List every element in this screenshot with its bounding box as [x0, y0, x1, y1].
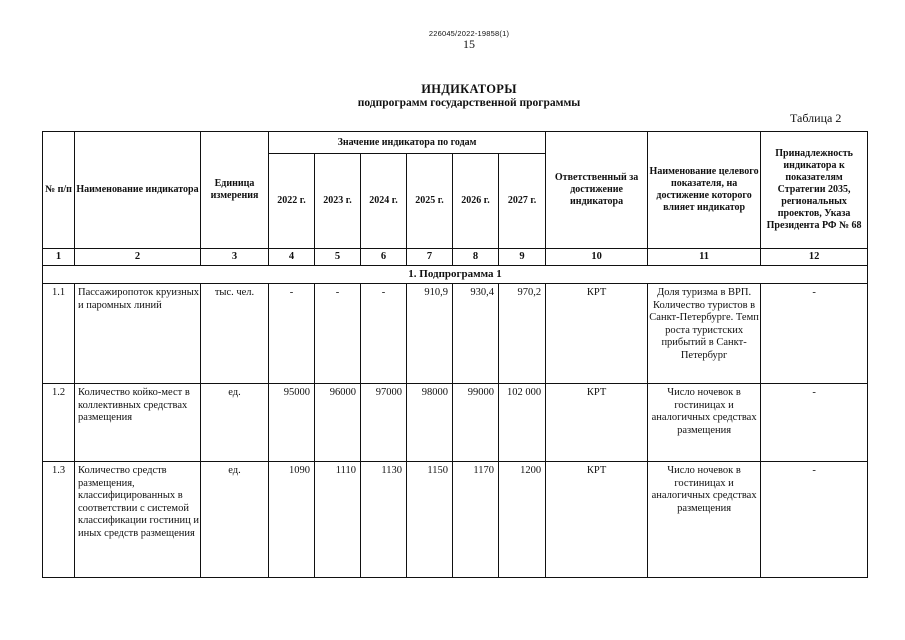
header-unit: Единица измерения	[201, 132, 269, 249]
row-num: 1.3	[43, 462, 75, 578]
row-unit: ед.	[201, 462, 269, 578]
page-number: 15	[463, 37, 475, 51]
row-value: 1110	[315, 462, 361, 578]
row-value: 99000	[453, 384, 499, 462]
header-year: 2025 г.	[407, 154, 453, 249]
header-year: 2026 г.	[453, 154, 499, 249]
header-responsible: Ответственный за достижение индикатора	[546, 132, 648, 249]
row-value: -	[269, 284, 315, 384]
table-row	[43, 462, 868, 578]
row-value: 1130	[361, 462, 407, 578]
row-name: Количество средств размещения, классифицированных в соответствии с системой классификации гостиниц и иных средств размещения	[75, 462, 201, 578]
row-affiliation: -	[761, 462, 868, 578]
row-value: 96000	[315, 384, 361, 462]
column-number: 4	[269, 249, 315, 266]
row-name: Пассажиропоток круизных и паромных линий	[75, 284, 201, 384]
column-number: 7	[407, 249, 453, 266]
page-subtitle: подпрограмм государственной программы	[357, 97, 581, 109]
header-year: 2022 г.	[269, 154, 315, 249]
column-number: 9	[499, 249, 546, 266]
row-unit: ед.	[201, 384, 269, 462]
row-affiliation: -	[761, 284, 868, 384]
document-id: 226045/2022-19858(1)	[428, 29, 510, 38]
row-target: Число ночевок в гостиницах и аналогичных средствах размещения	[648, 462, 761, 578]
row-value: 930,4	[453, 284, 499, 384]
header-year: 2024 г.	[361, 154, 407, 249]
header-num: № п/п	[43, 132, 75, 249]
table-row	[43, 284, 868, 384]
row-responsible: КРТ	[546, 284, 648, 384]
column-number: 1	[43, 249, 75, 266]
row-name: Количество койко-мест в коллективных средствах размещения	[75, 384, 201, 462]
header-values-group: Значение индикатора по годам	[269, 132, 546, 154]
header-name: Наименование индикатора	[75, 132, 201, 249]
row-target: Доля туризма в ВРП. Количество туристов в Санкт-Петербурге. Темп роста туристских прибытий в Санкт-Петербург	[648, 284, 761, 384]
column-number: 2	[75, 249, 201, 266]
table-label: Таблица 2	[790, 111, 842, 125]
row-value: 1090	[269, 462, 315, 578]
row-target: Число ночевок в гостиницах и аналогичных средствах размещения	[648, 384, 761, 462]
header-year: 2023 г.	[315, 154, 361, 249]
row-affiliation: -	[761, 384, 868, 462]
row-value: -	[315, 284, 361, 384]
row-value: 1150	[407, 462, 453, 578]
header-year: 2027 г.	[499, 154, 546, 249]
table-row	[43, 384, 868, 462]
row-value: 102 000	[499, 384, 546, 462]
indicators-table	[42, 131, 868, 578]
row-value: 1170	[453, 462, 499, 578]
row-value: 97000	[361, 384, 407, 462]
header-target: Наименование целевого показателя, на достижение которого влияет индикатор	[648, 132, 761, 249]
column-number: 10	[546, 249, 648, 266]
row-value: 98000	[407, 384, 453, 462]
row-value: 970,2	[499, 284, 546, 384]
header-affiliation: Принадлежность индикатора к показателям Стратегии 2035, региональных проектов, Указа Президента РФ № 68	[761, 132, 868, 249]
column-number: 11	[648, 249, 761, 266]
column-number: 6	[361, 249, 407, 266]
column-number: 12	[761, 249, 868, 266]
section-title: 1. Подпрограмма 1	[43, 266, 868, 284]
row-unit: тыс. чел.	[201, 284, 269, 384]
row-value: 910,9	[407, 284, 453, 384]
row-num: 1.2	[43, 384, 75, 462]
column-number: 3	[201, 249, 269, 266]
section-row	[43, 266, 868, 284]
row-value: -	[361, 284, 407, 384]
column-number: 8	[453, 249, 499, 266]
row-value: 1200	[499, 462, 546, 578]
column-number-row	[43, 249, 868, 266]
page-title: ИНДИКАТОРЫ	[421, 82, 517, 96]
row-responsible: КРТ	[546, 462, 648, 578]
column-number: 5	[315, 249, 361, 266]
row-responsible: КРТ	[546, 384, 648, 462]
row-value: 95000	[269, 384, 315, 462]
row-num: 1.1	[43, 284, 75, 384]
